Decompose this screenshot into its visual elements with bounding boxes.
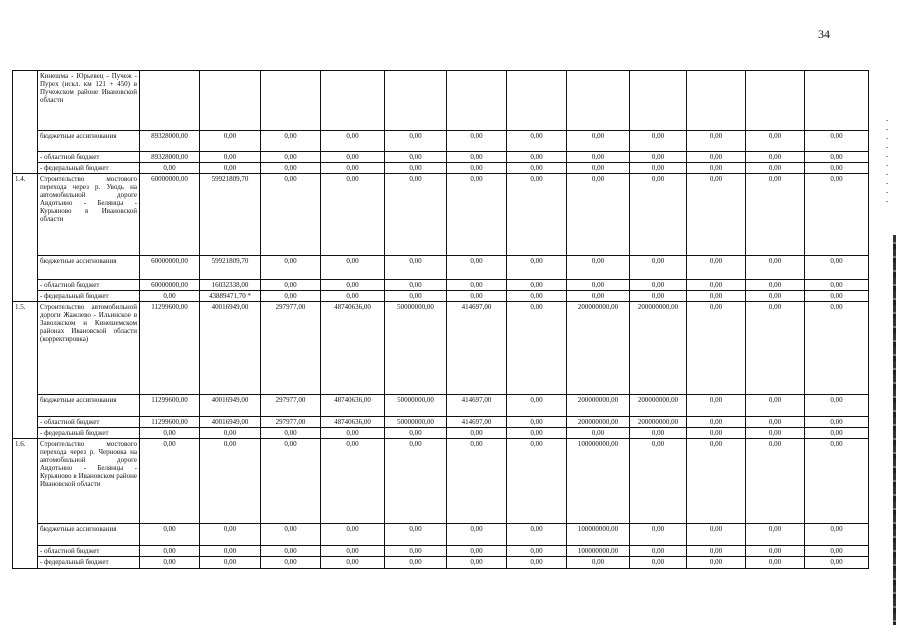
value-cell: 200000000,00: [630, 417, 687, 428]
value-cell: 0,00: [385, 152, 447, 163]
value-cell: 414697,00: [447, 302, 507, 395]
value-cell: 16032338,00: [200, 280, 261, 291]
value-cell: 0,00: [140, 557, 200, 569]
value-cell: 0,00: [140, 524, 200, 546]
value-cell: 0,00: [630, 163, 687, 174]
value-cell: 89328000,00: [140, 152, 200, 163]
value-cell: 0,00: [507, 524, 567, 546]
budget-row: [13, 256, 869, 280]
value-cell: 0,00: [447, 439, 507, 524]
value-cell: 0,00: [321, 291, 385, 302]
value-cell: 50000000,00: [385, 395, 447, 417]
value-cell: 0,00: [385, 546, 447, 557]
budget-row-label: бюджетные ассигнования: [38, 256, 140, 280]
value-cell: 200000000,00: [567, 302, 630, 395]
value-cell: 0,00: [687, 174, 746, 256]
budget-row-label: - федеральный бюджет: [38, 291, 140, 302]
value-cell: 11299600,00: [140, 302, 200, 395]
value-cell: 0,00: [261, 439, 321, 524]
value-cell: 0,00: [746, 524, 805, 546]
budget-row-label: бюджетные ассигнования: [38, 395, 140, 417]
value-cell: 0,00: [746, 152, 805, 163]
value-cell: 0,00: [630, 280, 687, 291]
value-cell: 0,00: [321, 280, 385, 291]
budget-row: [13, 557, 869, 569]
value-cell: 0,00: [567, 163, 630, 174]
value-cell: 0,00: [746, 163, 805, 174]
value-cell: 100000000,00: [567, 524, 630, 546]
value-cell: 60000000,00: [140, 256, 200, 280]
value-cell: 0,00: [687, 302, 746, 395]
value-cell: 0,00: [261, 557, 321, 569]
section-title: Строительство мостового перехода через р. Черновка на автомобильной дороге Авдотьино - Белянцы - Курьяново в Ивановском районе Ивановской области: [38, 439, 140, 524]
value-cell: 0,00: [687, 291, 746, 302]
value-cell: 0,00: [805, 428, 869, 439]
value-cell: 200000000,00: [630, 302, 687, 395]
value-cell: 11299600,00: [140, 395, 200, 417]
value-cell: 0,00: [805, 280, 869, 291]
value-cell: 0,00: [200, 439, 261, 524]
value-cell: 0,00: [200, 152, 261, 163]
value-cell: 0,00: [507, 280, 567, 291]
value-cell: 0,00: [447, 256, 507, 280]
value-cell: 0,00: [630, 256, 687, 280]
value-cell: 0,00: [687, 557, 746, 569]
value-cell: 0,00: [447, 524, 507, 546]
value-cell: 0,00: [140, 439, 200, 524]
value-cell: 0,00: [687, 428, 746, 439]
section-title-row: [13, 302, 869, 395]
value-cell: 414697,00: [447, 395, 507, 417]
value-cell: 0,00: [321, 557, 385, 569]
value-cell: 0,00: [687, 417, 746, 428]
budget-row: [13, 152, 869, 163]
budget-row-label: - федеральный бюджет: [38, 163, 140, 174]
value-cell: 0,00: [746, 395, 805, 417]
value-cell: 0,00: [507, 439, 567, 524]
value-cell: 0,00: [567, 152, 630, 163]
section-title-row: [13, 174, 869, 256]
value-cell: 0,00: [385, 174, 447, 256]
value-cell: 0,00: [447, 152, 507, 163]
value-cell: 0,00: [507, 291, 567, 302]
value-cell: 0,00: [385, 280, 447, 291]
section-index: [13, 71, 38, 174]
value-cell: 0,00: [200, 428, 261, 439]
value-cell: [321, 71, 385, 131]
value-cell: 89328000,00: [140, 131, 200, 152]
budget-row: [13, 428, 869, 439]
value-cell: 0,00: [805, 524, 869, 546]
value-cell: 0,00: [687, 256, 746, 280]
value-cell: 0,00: [687, 395, 746, 417]
value-cell: 0,00: [687, 152, 746, 163]
value-cell: 0,00: [385, 256, 447, 280]
value-cell: 0,00: [261, 291, 321, 302]
value-cell: 0,00: [261, 428, 321, 439]
value-cell: 0,00: [447, 546, 507, 557]
value-cell: [385, 71, 447, 131]
value-cell: 0,00: [567, 428, 630, 439]
budget-table: [12, 70, 869, 569]
value-cell: 0,00: [385, 163, 447, 174]
value-cell: 0,00: [687, 546, 746, 557]
section-title-row: [13, 71, 869, 131]
page-number: 34: [818, 27, 830, 41]
value-cell: 0,00: [321, 163, 385, 174]
value-cell: 48740636,00: [321, 395, 385, 417]
value-cell: [687, 71, 746, 131]
section-index: 1.6.: [13, 439, 38, 569]
budget-row: [13, 546, 869, 557]
value-cell: 40016949,00: [200, 302, 261, 395]
section-index: 1.5.: [13, 302, 38, 439]
section-title: Строительство мостового перехода через р. Уводь на автомобильной дороге Авдотьино - Белянцы - Курьяново в Ивановской области: [38, 174, 140, 256]
value-cell: 0,00: [567, 131, 630, 152]
value-cell: 0,00: [687, 439, 746, 524]
value-cell: 0,00: [447, 428, 507, 439]
value-cell: 0,00: [805, 163, 869, 174]
value-cell: 0,00: [507, 428, 567, 439]
value-cell: 0,00: [385, 439, 447, 524]
value-cell: [567, 71, 630, 131]
value-cell: 0,00: [630, 546, 687, 557]
value-cell: [507, 71, 567, 131]
value-cell: 60000000,00: [140, 174, 200, 256]
value-cell: 0,00: [507, 163, 567, 174]
value-cell: 0,00: [261, 174, 321, 256]
budget-row-label: - областной бюджет: [38, 280, 140, 291]
scan-dots: [886, 120, 888, 210]
value-cell: 0,00: [447, 174, 507, 256]
value-cell: 0,00: [805, 395, 869, 417]
value-cell: 0,00: [567, 174, 630, 256]
value-cell: 0,00: [447, 280, 507, 291]
value-cell: 0,00: [567, 280, 630, 291]
value-cell: 0,00: [507, 546, 567, 557]
value-cell: 0,00: [321, 546, 385, 557]
section-title: Кинешма - Юрьевец - Пучеж - Пурех (искл. км 121 + 450) в Пучежском районе Ивановской области: [38, 71, 140, 131]
value-cell: [261, 71, 321, 131]
value-cell: 0,00: [140, 546, 200, 557]
value-cell: 0,00: [140, 163, 200, 174]
section-title-row: [13, 439, 869, 524]
value-cell: 297977,00: [261, 395, 321, 417]
value-cell: 0,00: [140, 291, 200, 302]
value-cell: 0,00: [746, 546, 805, 557]
value-cell: 0,00: [507, 152, 567, 163]
budget-row-label: - областной бюджет: [38, 546, 140, 557]
value-cell: 60000000,00: [140, 280, 200, 291]
budget-row: [13, 131, 869, 152]
budget-row-label: - федеральный бюджет: [38, 428, 140, 439]
value-cell: 0,00: [746, 302, 805, 395]
value-cell: 0,00: [805, 131, 869, 152]
value-cell: 0,00: [321, 174, 385, 256]
value-cell: 0,00: [321, 439, 385, 524]
value-cell: 0,00: [746, 439, 805, 524]
value-cell: 0,00: [261, 256, 321, 280]
value-cell: 0,00: [805, 302, 869, 395]
value-cell: 0,00: [200, 131, 261, 152]
value-cell: 297977,00: [261, 302, 321, 395]
value-cell: 0,00: [261, 131, 321, 152]
value-cell: 0,00: [567, 557, 630, 569]
value-cell: 40016949,00: [200, 395, 261, 417]
value-cell: 0,00: [447, 557, 507, 569]
budget-row: [13, 280, 869, 291]
value-cell: 0,00: [507, 557, 567, 569]
budget-row-label: бюджетные ассигнования: [38, 524, 140, 546]
value-cell: 200000000,00: [567, 417, 630, 428]
value-cell: 0,00: [630, 152, 687, 163]
budget-row: [13, 163, 869, 174]
value-cell: 0,00: [200, 163, 261, 174]
value-cell: 0,00: [746, 417, 805, 428]
value-cell: 0,00: [805, 174, 869, 256]
value-cell: 0,00: [630, 524, 687, 546]
value-cell: 0,00: [321, 524, 385, 546]
value-cell: 50000000,00: [385, 417, 447, 428]
value-cell: 0,00: [805, 152, 869, 163]
value-cell: 0,00: [805, 291, 869, 302]
value-cell: 0,00: [261, 546, 321, 557]
value-cell: 0,00: [630, 174, 687, 256]
value-cell: 0,00: [687, 131, 746, 152]
value-cell: 40016949,00: [200, 417, 261, 428]
value-cell: 0,00: [805, 557, 869, 569]
value-cell: 0,00: [805, 546, 869, 557]
value-cell: 100000000,00: [567, 439, 630, 524]
budget-table-body: [13, 71, 869, 569]
value-cell: 0,00: [507, 302, 567, 395]
section-title: Строительство автомобильной дороги Жажлево - Ильинское в Заволжском и Кинешемском районах Ивановской области (корректировка): [38, 302, 140, 395]
value-cell: 0,00: [687, 280, 746, 291]
value-cell: 0,00: [140, 428, 200, 439]
value-cell: 43889471,70 *: [200, 291, 261, 302]
value-cell: 0,00: [746, 280, 805, 291]
value-cell: 50000000,00: [385, 302, 447, 395]
value-cell: [447, 71, 507, 131]
value-cell: 0,00: [567, 256, 630, 280]
scan-edge-mark: [893, 235, 896, 625]
budget-row-label: бюджетные ассигнования: [38, 131, 140, 152]
value-cell: 0,00: [321, 152, 385, 163]
value-cell: 100000000,00: [567, 546, 630, 557]
value-cell: 0,00: [805, 256, 869, 280]
value-cell: 11299600,00: [140, 417, 200, 428]
value-cell: 0,00: [630, 428, 687, 439]
value-cell: 0,00: [630, 439, 687, 524]
value-cell: 200000000,00: [567, 395, 630, 417]
value-cell: 0,00: [385, 428, 447, 439]
budget-row: [13, 524, 869, 546]
budget-row: [13, 291, 869, 302]
value-cell: 0,00: [507, 417, 567, 428]
value-cell: [140, 71, 200, 131]
section-index: 1.4.: [13, 174, 38, 302]
value-cell: [200, 71, 261, 131]
value-cell: 0,00: [687, 163, 746, 174]
value-cell: 0,00: [630, 557, 687, 569]
value-cell: 59921809,70: [200, 256, 261, 280]
value-cell: 0,00: [321, 256, 385, 280]
value-cell: 0,00: [805, 439, 869, 524]
value-cell: 0,00: [687, 524, 746, 546]
value-cell: 0,00: [746, 131, 805, 152]
value-cell: 0,00: [447, 291, 507, 302]
value-cell: 0,00: [200, 524, 261, 546]
value-cell: 0,00: [200, 546, 261, 557]
budget-row-label: - областной бюджет: [38, 152, 140, 163]
value-cell: 0,00: [447, 163, 507, 174]
value-cell: 0,00: [200, 557, 261, 569]
value-cell: 0,00: [447, 131, 507, 152]
value-cell: 0,00: [746, 174, 805, 256]
value-cell: 0,00: [261, 163, 321, 174]
value-cell: 0,00: [385, 557, 447, 569]
value-cell: 0,00: [321, 131, 385, 152]
value-cell: 0,00: [746, 557, 805, 569]
value-cell: 0,00: [261, 280, 321, 291]
value-cell: 0,00: [746, 291, 805, 302]
value-cell: [746, 71, 805, 131]
value-cell: 48740636,00: [321, 417, 385, 428]
value-cell: 48740636,00: [321, 302, 385, 395]
value-cell: 0,00: [321, 428, 385, 439]
value-cell: 297977,00: [261, 417, 321, 428]
budget-row: [13, 395, 869, 417]
budget-row-label: - федеральный бюджет: [38, 557, 140, 569]
value-cell: 0,00: [385, 131, 447, 152]
value-cell: 0,00: [507, 395, 567, 417]
value-cell: 0,00: [507, 174, 567, 256]
value-cell: [630, 71, 687, 131]
value-cell: 0,00: [567, 291, 630, 302]
budget-row-label: - областной бюджет: [38, 417, 140, 428]
budget-row: [13, 417, 869, 428]
value-cell: 0,00: [630, 131, 687, 152]
value-cell: 0,00: [385, 524, 447, 546]
value-cell: 200000000,00: [630, 395, 687, 417]
value-cell: 0,00: [746, 428, 805, 439]
value-cell: 0,00: [385, 291, 447, 302]
value-cell: 0,00: [507, 131, 567, 152]
value-cell: 0,00: [630, 291, 687, 302]
value-cell: 414697,00: [447, 417, 507, 428]
value-cell: 0,00: [261, 524, 321, 546]
value-cell: 59921809,70: [200, 174, 261, 256]
value-cell: 0,00: [507, 256, 567, 280]
value-cell: 0,00: [805, 417, 869, 428]
value-cell: 0,00: [746, 256, 805, 280]
value-cell: [805, 71, 869, 131]
value-cell: 0,00: [261, 152, 321, 163]
